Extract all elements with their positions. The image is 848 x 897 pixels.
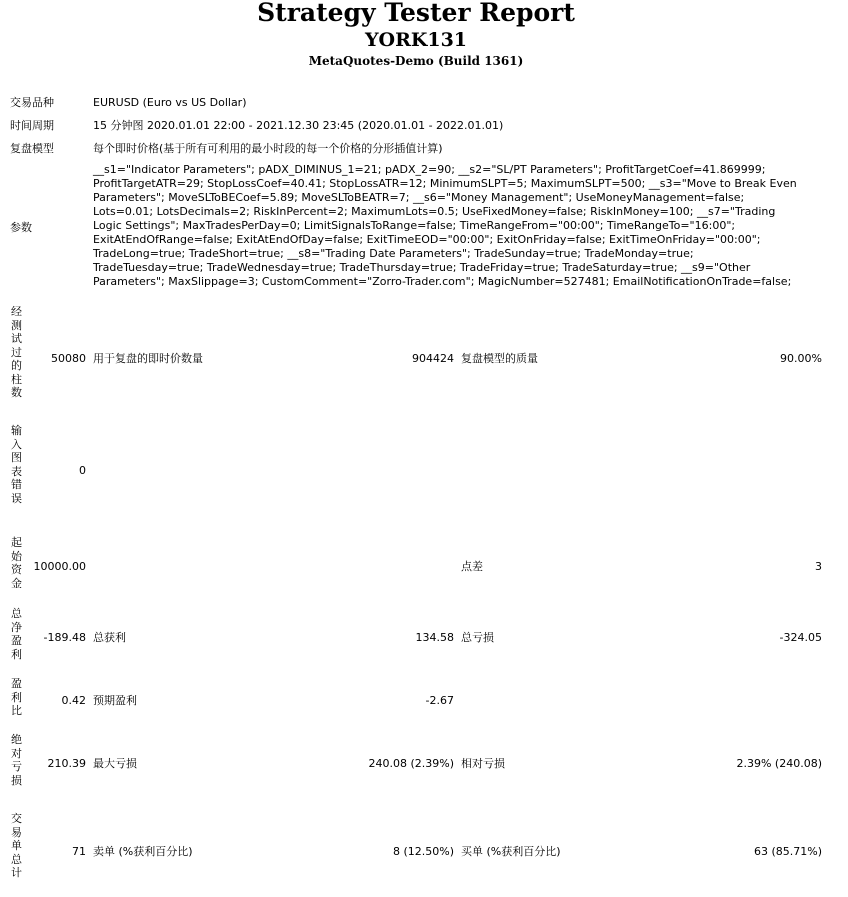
stat-value-2: 134.58 (415, 631, 454, 644)
stats-row-profit-factor (0, 677, 848, 727)
stat-label: 起始资金 (11, 536, 22, 590)
stats-row-total-trades (0, 812, 848, 892)
params-label: 参数 (10, 221, 32, 234)
stat-label-2: 最大亏损 (93, 757, 137, 770)
params-value: __s1="Indicator Parameters"; pADX_DIMINUS_1=21; pADX_2=90; __s2="SL/PT Parameters"; ProfitTargetCoef=41.869999; ProfitTargetATR=29; StopLossCoef=40.41; StopLossATR=12; MinimumSLPT=5; MaximumSLPT=500; __s3="Move to Break Even Parameters"; MoveSLToBECoef=5.89; MoveSLToBEATR=7; __s6="Money Management"; UseMoneyManagement=false; Lots=0.01; LotsDecimals=2; RiskInPercent=2; MaximumLots=0.5; UseFixedMoney=false; RiskInMoney=100; __s7="Trading Logic Settings"; MaxTradesPerDay=0; LimitSignalsToRange=false; TimeRangeFrom="00:00"; TimeRangeTo="16:00"; ExitAtEndOfRange=false; ExitAtEndOfDay=false; ExitTimeEOD="00:00"; ExitOnFriday=false; ExitTimeOnFriday="00:00"; TradeLong=true; TradeShort=true; __s8="Trading Date Parameters"; TradeSunday=true; TradeMonday=true; TradeTuesday=true; TradeWednesday=true; TradeThursday=true; TradeFriday=true; TradeSaturday=true; __s9="Other Parameters"; MaxSlippage=3; CustomComment="Zorro-Trader.com"; MagicNumber=527481; EmailNotificationOnTrade=false; (93, 163, 797, 288)
stat-value: 210.39 (47, 757, 86, 770)
stat-label-2: 总获利 (93, 631, 126, 644)
stat-label: 经测试过的柱数 (11, 305, 22, 399)
info-value: 每个即时价格(基于所有可利用的最小时段的每一个价格的分形插值计算) (93, 142, 443, 155)
stat-value: 50080 (51, 352, 86, 365)
stat-value-3: 2.39% (240.08) (736, 757, 822, 770)
stat-value: 71 (72, 845, 86, 858)
stat-value-3: 3 (815, 560, 822, 573)
stat-label-3: 复盘模型的质量 (461, 352, 538, 365)
stat-label-3: 相对亏损 (461, 757, 505, 770)
stat-value: 0 (79, 464, 86, 477)
stat-label: 绝对亏损 (11, 733, 22, 787)
stat-label: 输入图表错误 (11, 424, 22, 505)
stat-label-3: 点差 (461, 560, 483, 573)
stat-value-2: -2.67 (425, 694, 454, 707)
server-info: MetaQuotes-Demo (Build 1361) (308, 54, 524, 68)
stat-value: -189.48 (43, 631, 86, 644)
stat-value: 10000.00 (33, 560, 86, 573)
stat-label: 盈利比 (11, 677, 22, 717)
stat-value-2: 240.08 (2.39%) (368, 757, 454, 770)
stats-row-net-profit (0, 607, 848, 673)
stat-label-2: 预期盈利 (93, 694, 137, 707)
stat-value-3: 63 (85.71%) (753, 845, 822, 858)
stat-label-3: 买单 (%获利百分比) (461, 845, 561, 858)
ea-name: YORK131 (364, 29, 468, 51)
report-title: Strategy Tester Report (257, 0, 575, 27)
stats-row-bars (0, 305, 848, 413)
stat-value-3: -324.05 (779, 631, 822, 644)
stat-label: 交易单总计 (11, 812, 22, 879)
stat-value-2: 8 (12.50%) (392, 845, 454, 858)
info-label: 复盘模型 (10, 142, 54, 155)
info-value: 15 分钟图 2020.01.01 22:00 - 2021.12.30 23:45 (2020.01.01 - 2022.01.01) (93, 119, 504, 132)
info-value: EURUSD (Euro vs US Dollar) (93, 96, 247, 109)
stat-label-2: 卖单 (%获利百分比) (93, 845, 193, 858)
stat-label: 总净盈利 (11, 607, 22, 661)
stat-value-2: 904424 (412, 352, 454, 365)
info-label: 时间周期 (10, 119, 54, 132)
info-label: 交易品种 (10, 96, 54, 109)
stat-value-3: 90.00% (780, 352, 822, 365)
stats-row-deposit (0, 536, 848, 602)
stat-label-2: 用于复盘的即时价数量 (93, 352, 203, 365)
stat-label-3: 总亏损 (461, 631, 494, 644)
stats-row-drawdown (0, 733, 848, 799)
stats-row-errors (0, 424, 848, 518)
stat-value: 0.42 (61, 694, 86, 707)
